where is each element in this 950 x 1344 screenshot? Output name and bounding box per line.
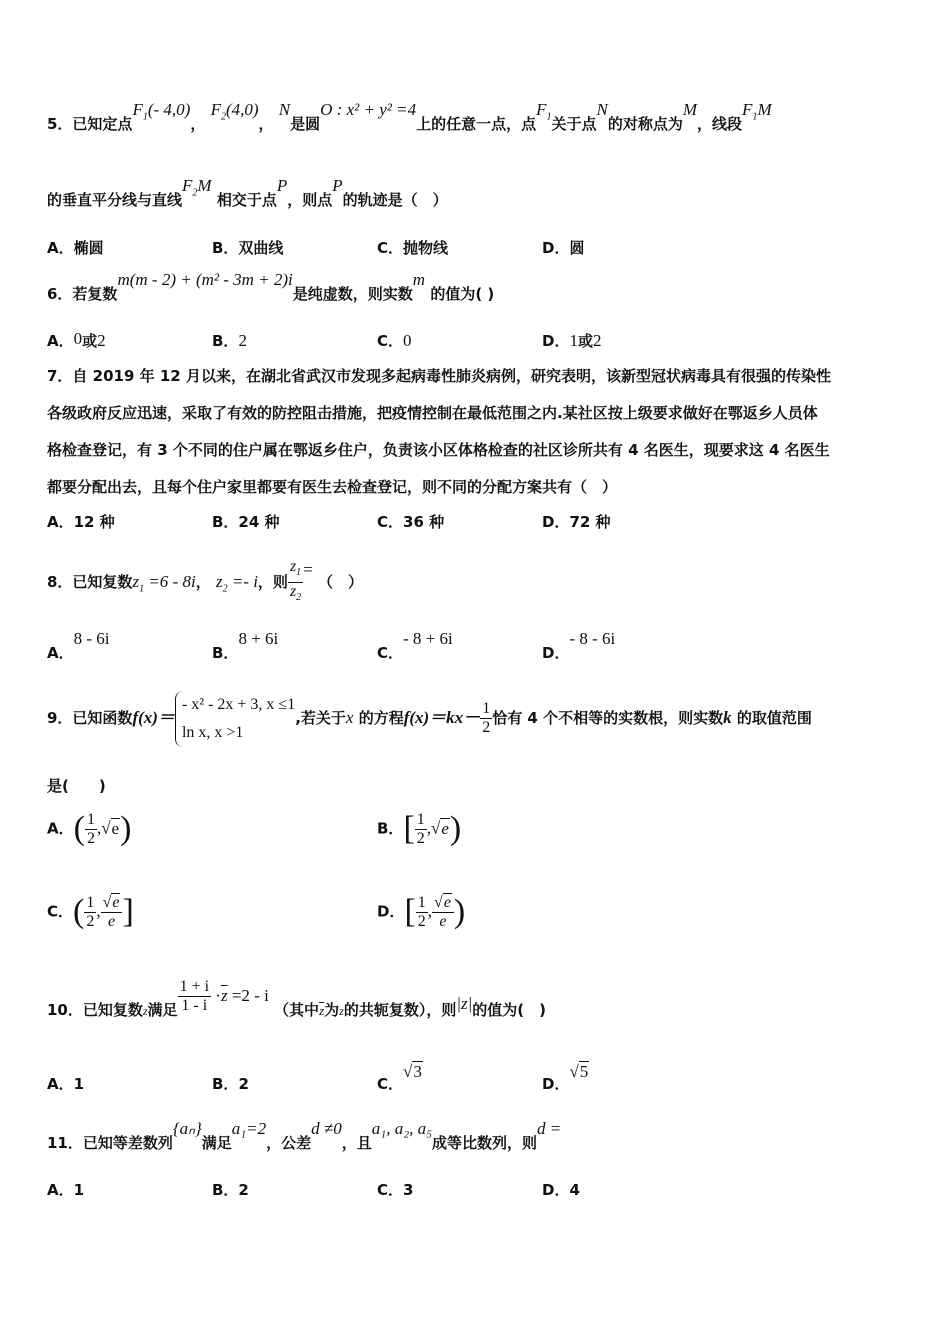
q5-comma2: ， bbox=[258, 115, 274, 133]
q10-conj-is: 为 bbox=[324, 1001, 340, 1019]
q5-option-d: D．圆 bbox=[542, 239, 585, 257]
q9-mid3: 恰有 4 个不相等的实数根，则实数 bbox=[492, 709, 724, 727]
q5-f1: $F_1(-$ 4,0) bbox=[132, 100, 191, 123]
q8-comma: ， bbox=[195, 573, 211, 592]
q11-an: {aₙ} bbox=[172, 1119, 202, 1138]
q9-option-a: A．( $\frac{1}{2}$ ,√e) bbox=[47, 810, 132, 847]
q5-option-a: A．椭圆 bbox=[47, 239, 104, 257]
q6-lead: 6．若复数 bbox=[47, 285, 118, 303]
q9-option-c: C．( $\frac{1}{2}$ , $\frac{√e}{e}$ ] bbox=[47, 893, 134, 930]
q9-mid2: 的方程 bbox=[358, 709, 404, 727]
q7-option-d: D．72 种 bbox=[542, 513, 611, 531]
q6-mid: 是纯虚数，则实数 bbox=[292, 285, 413, 303]
q8-z2: $z_2 =- i$ bbox=[215, 572, 258, 595]
q11-d: d ≠0 bbox=[311, 1119, 342, 1138]
q8-then: ，则 bbox=[257, 573, 288, 592]
q10-mid: 满足 bbox=[147, 1001, 178, 1019]
q5-lead: 5．已知定点 bbox=[47, 115, 133, 133]
q5-l2-start: 的垂直平分线与直线 bbox=[47, 191, 183, 209]
q6-end: 的值为( ) bbox=[430, 285, 495, 303]
q10-end: 的值为( ) bbox=[472, 1001, 547, 1019]
question-7-line-2: 各级政府反应迅速，采取了有效的防控阻击措施，把疫情控制在最低范围之内.某社区按上级要求做好在鄂返乡人员体 bbox=[47, 404, 818, 422]
q8-option-a: A．8 - 6i bbox=[47, 629, 110, 662]
q9-x: x bbox=[345, 708, 354, 727]
q5-l2-end: 的轨迹是（ ） bbox=[342, 191, 448, 209]
q5-m: M bbox=[682, 100, 698, 119]
q5-l2-inter: 相交于点 bbox=[216, 191, 277, 209]
q9-mid1: ,若关于 bbox=[295, 709, 346, 727]
q5-option-c: C．抛物线 bbox=[377, 239, 449, 257]
q5-is-circle: 是圆 bbox=[290, 115, 321, 133]
question-5-line-1 bbox=[47, 100, 910, 141]
q10-fraction: $\frac{1 + i}{1 - i}$ bbox=[179, 978, 210, 1014]
q9-option-d: D．[ $\frac{1}{2}$ , $\frac{√e}{e}$ ) bbox=[377, 893, 466, 930]
q8-eq: = bbox=[303, 560, 313, 580]
q7-option-c: C．36 种 bbox=[377, 513, 445, 531]
q5-f1m: $F_1M$ bbox=[742, 100, 772, 123]
q10-z-2: z bbox=[339, 1004, 344, 1018]
question-6-line bbox=[47, 270, 910, 304]
q10-paren-close: 的共轭复数），则 bbox=[343, 1001, 457, 1019]
q11-end: 成等比数列，则 bbox=[432, 1134, 538, 1152]
q9-half: $\frac{1}{2}$ bbox=[482, 700, 491, 736]
q10-option-b: B．2 bbox=[212, 1075, 249, 1093]
q11-and: ，且 bbox=[341, 1134, 372, 1152]
q8-option-c: C．- 8 + 6i bbox=[377, 629, 453, 662]
q11-mid: 满足 bbox=[201, 1134, 232, 1152]
q9-lead: 9．已知函数 bbox=[47, 709, 133, 727]
q6-option-a: A．0或2 bbox=[47, 329, 106, 350]
question-9-line-2: 是( ) bbox=[47, 777, 106, 795]
question-8-line bbox=[47, 558, 910, 612]
question-7-line-3: 格检查登记，有 3 个不同的住户属在鄂返乡住户，负责该小区体格检查的社区诊所共有 4 名医生，现要求这 4 名医生 bbox=[47, 441, 830, 459]
q5-l2-then: ，则点 bbox=[287, 191, 333, 209]
q5-mid: 上的任意一点，点 bbox=[416, 115, 537, 133]
q8-z1: $z_1 =6 - 8i$ bbox=[132, 572, 196, 595]
q10-z: z bbox=[142, 1004, 148, 1018]
q7-option-a: A．12 种 bbox=[47, 513, 115, 531]
q9-piecewise: - x² - 2x + 3, x ≤1 ln x, x >1 bbox=[175, 691, 295, 747]
q5-n: N bbox=[278, 100, 291, 119]
q5-f2: $F_2(4,0)$ bbox=[210, 100, 259, 123]
question-11-line bbox=[47, 1119, 910, 1153]
q5-f2m: $F_2M$ bbox=[182, 176, 212, 199]
q11-deq: d = bbox=[537, 1119, 562, 1138]
q11-option-d: D．4 bbox=[542, 1181, 580, 1199]
q6-expr: m(m - 2) + (m² - 3m + 2)i bbox=[117, 270, 293, 289]
q9-k: k bbox=[723, 708, 732, 727]
q8-option-d: D．- 8 - 6i bbox=[542, 629, 616, 662]
q10-zbar: $\overline{z}$ bbox=[319, 1003, 325, 1018]
q11-diff: ，公差 bbox=[266, 1134, 312, 1152]
q9-eq: f(x)＝kx－ bbox=[403, 708, 481, 727]
question-5-line-2 bbox=[47, 176, 910, 217]
q10-option-a: A．1 bbox=[47, 1075, 85, 1093]
question-7-line-4: 都要分配出去，且每个住户家里都要有医生去检查登记，则不同的分配方案共有（ ） bbox=[47, 478, 618, 496]
q5-p: P bbox=[276, 176, 288, 195]
q11-option-c: C．3 bbox=[377, 1181, 414, 1199]
q10-abs-z: |z| bbox=[456, 994, 473, 1013]
q5-f1-again: $F_1$ bbox=[536, 100, 552, 123]
q5-sym: 的对称点为 bbox=[607, 115, 683, 133]
q10-option-c: C．√3 bbox=[377, 1062, 422, 1093]
q11-lead: 11．已知等差数列 bbox=[47, 1134, 173, 1152]
q6-option-c: C．0 bbox=[377, 331, 412, 350]
q8-option-b: B．8 + 6i bbox=[212, 629, 279, 662]
q5-option-b: B．双曲线 bbox=[212, 239, 284, 257]
q8-fraction: $\frac{z_1}{z_2}$ bbox=[289, 558, 302, 604]
q11-terms: a₁, a₂, a₅ bbox=[371, 1119, 433, 1138]
q10-option-d: D．√5 bbox=[542, 1062, 589, 1093]
question-9-line-1 bbox=[47, 688, 910, 748]
q5-about: 关于点 bbox=[551, 115, 597, 133]
q10-lead: 10．已知复数 bbox=[47, 1001, 143, 1019]
q6-m: m bbox=[412, 270, 426, 289]
q8-end: （ ） bbox=[318, 573, 364, 592]
q8-lead: 8．已知复数 bbox=[47, 573, 133, 592]
q10-paren-open: （其中 bbox=[274, 1001, 320, 1019]
q5-comma1: ， bbox=[190, 115, 206, 133]
q11-option-b: B．2 bbox=[212, 1181, 249, 1199]
q10-rhs: $\cdot\overline{z} =2 - i$ bbox=[211, 986, 269, 1005]
q5-n-2: N bbox=[596, 100, 608, 119]
q9-option-b: B．[ $\frac{1}{2}$ ,√e) bbox=[377, 810, 462, 847]
q7-option-b: B．24 种 bbox=[212, 513, 280, 531]
q5-seg: ，线段 bbox=[697, 115, 743, 133]
q9-end: 的取值范围 bbox=[736, 709, 812, 727]
q5-circle: O : x² + y² =4 bbox=[320, 100, 417, 119]
q6-option-b: B．2 bbox=[212, 331, 247, 350]
q11-option-a: A．1 bbox=[47, 1181, 85, 1199]
q6-option-d: D．1或2 bbox=[542, 331, 602, 350]
q11-a1: a₁=2 bbox=[231, 1119, 267, 1138]
question-10-line bbox=[47, 980, 910, 1041]
q5-p-2: P bbox=[332, 176, 343, 195]
q9-fx: f(x)＝ bbox=[132, 708, 175, 727]
question-7-line-1: 7．自 2019 年 12 月以来，在湖北省武汉市发现多起病毒性肺炎病例，研究表明，该新型冠状病毒具有很强的传染性 bbox=[47, 367, 831, 385]
